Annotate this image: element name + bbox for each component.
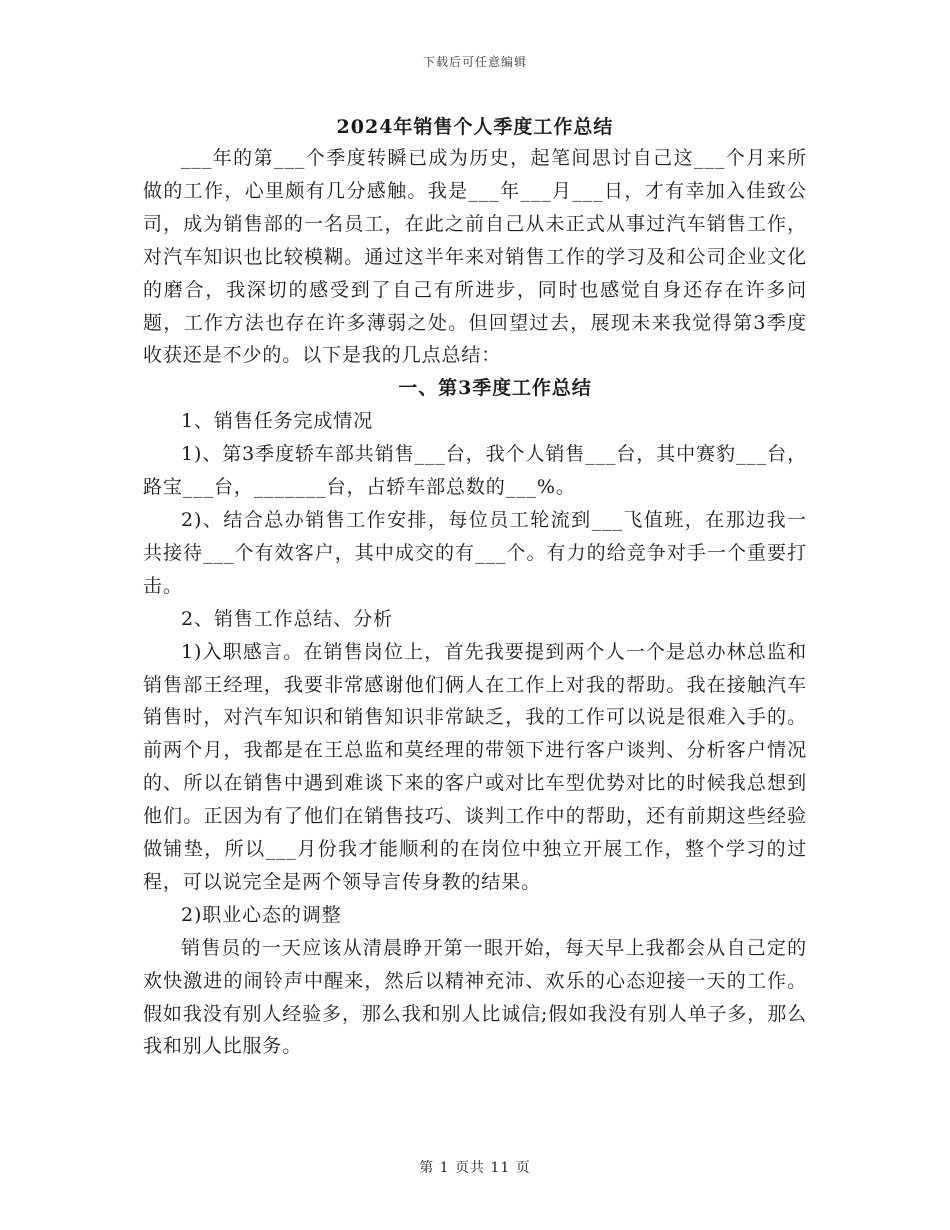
intro-paragraph: ___年的第___个季度转瞬已成为历史，起笔间思讨自己这___个月来所做的工作，心里颇有几分感触。我是___年___月___日，才有幸加入佳致公司，成为销售部的一名员工，在此之前自己从未正式从事过汽车销售工作，对汽车知识也比较模糊。通过这半年来对销售工作的学习及和公司企业文化的磨合，我深切的感受到了自己有所进步，同时也感觉自身还存在许多问题，工作方法也存在许多薄弱之处。但回望过去，展现未来我觉得第3季度收获还是不少的。以下是我的几点总结：: [143, 147, 807, 367]
document-body: [143, 142, 807, 1063]
subsection-heading: 2、销售工作总结、分析: [181, 607, 393, 630]
page-number: 第 1 页共 11 页: [419, 1160, 531, 1176]
subsection-heading: 2)职业心态的调整: [181, 903, 342, 926]
body-paragraph: 1)入职感言。在销售岗位上，首先我要提到两个人一个是总办林总监和销售部王经理，我要非常感谢他们俩人在工作上对我的帮助。我在接触汽车销售时，对汽车知识和销售知识非常缺乏，我的工作可以说是很难入手的。前两个月，我都是在王总监和莫经理的带领下进行客户谈判、分析客户情况的、所以在销售中遇到难谈下来的客户或对比车型优势对比的时候我总想到他们。正因为有了他们在销售技巧、谈判工作中的帮助，还有前期这些经验做铺垫，所以___月份我才能顺利的在岗位中独立开展工作，整个学习的过程，可以说完全是两个领导言传身教的结果。: [143, 640, 807, 893]
header-note: 下载后可任意编辑: [422, 55, 527, 69]
document-title: 2024年销售个人季度工作总结: [336, 116, 614, 138]
subsection-heading: 1、销售任务完成情况: [181, 410, 374, 433]
section-heading: 一、第3季度工作总结: [398, 377, 592, 400]
body-paragraph: 2)、结合总办销售工作安排，每位员工轮流到___飞值班，在那边我一共接待___个有效客户，其中成交的有___个。有力的给竞争对手一个重要打击。: [143, 508, 807, 597]
body-paragraph: 1)、第3季度轿车部共销售___台，我个人销售___台，其中赛豹___台，路宝___台，_______台，占轿车部总数的___%。: [143, 443, 807, 499]
body-paragraph: 销售员的一天应该从清晨睁开第一眼开始，每天早上我都会从自己定的欢快激进的闹铃声中醒来，然后以精神充沛、欢乐的心态迎接一天的工作。假如我没有别人经验多，那么我和别人比诚信;假如我没有别人单子多，那么我和别人比服务。: [143, 936, 808, 1058]
